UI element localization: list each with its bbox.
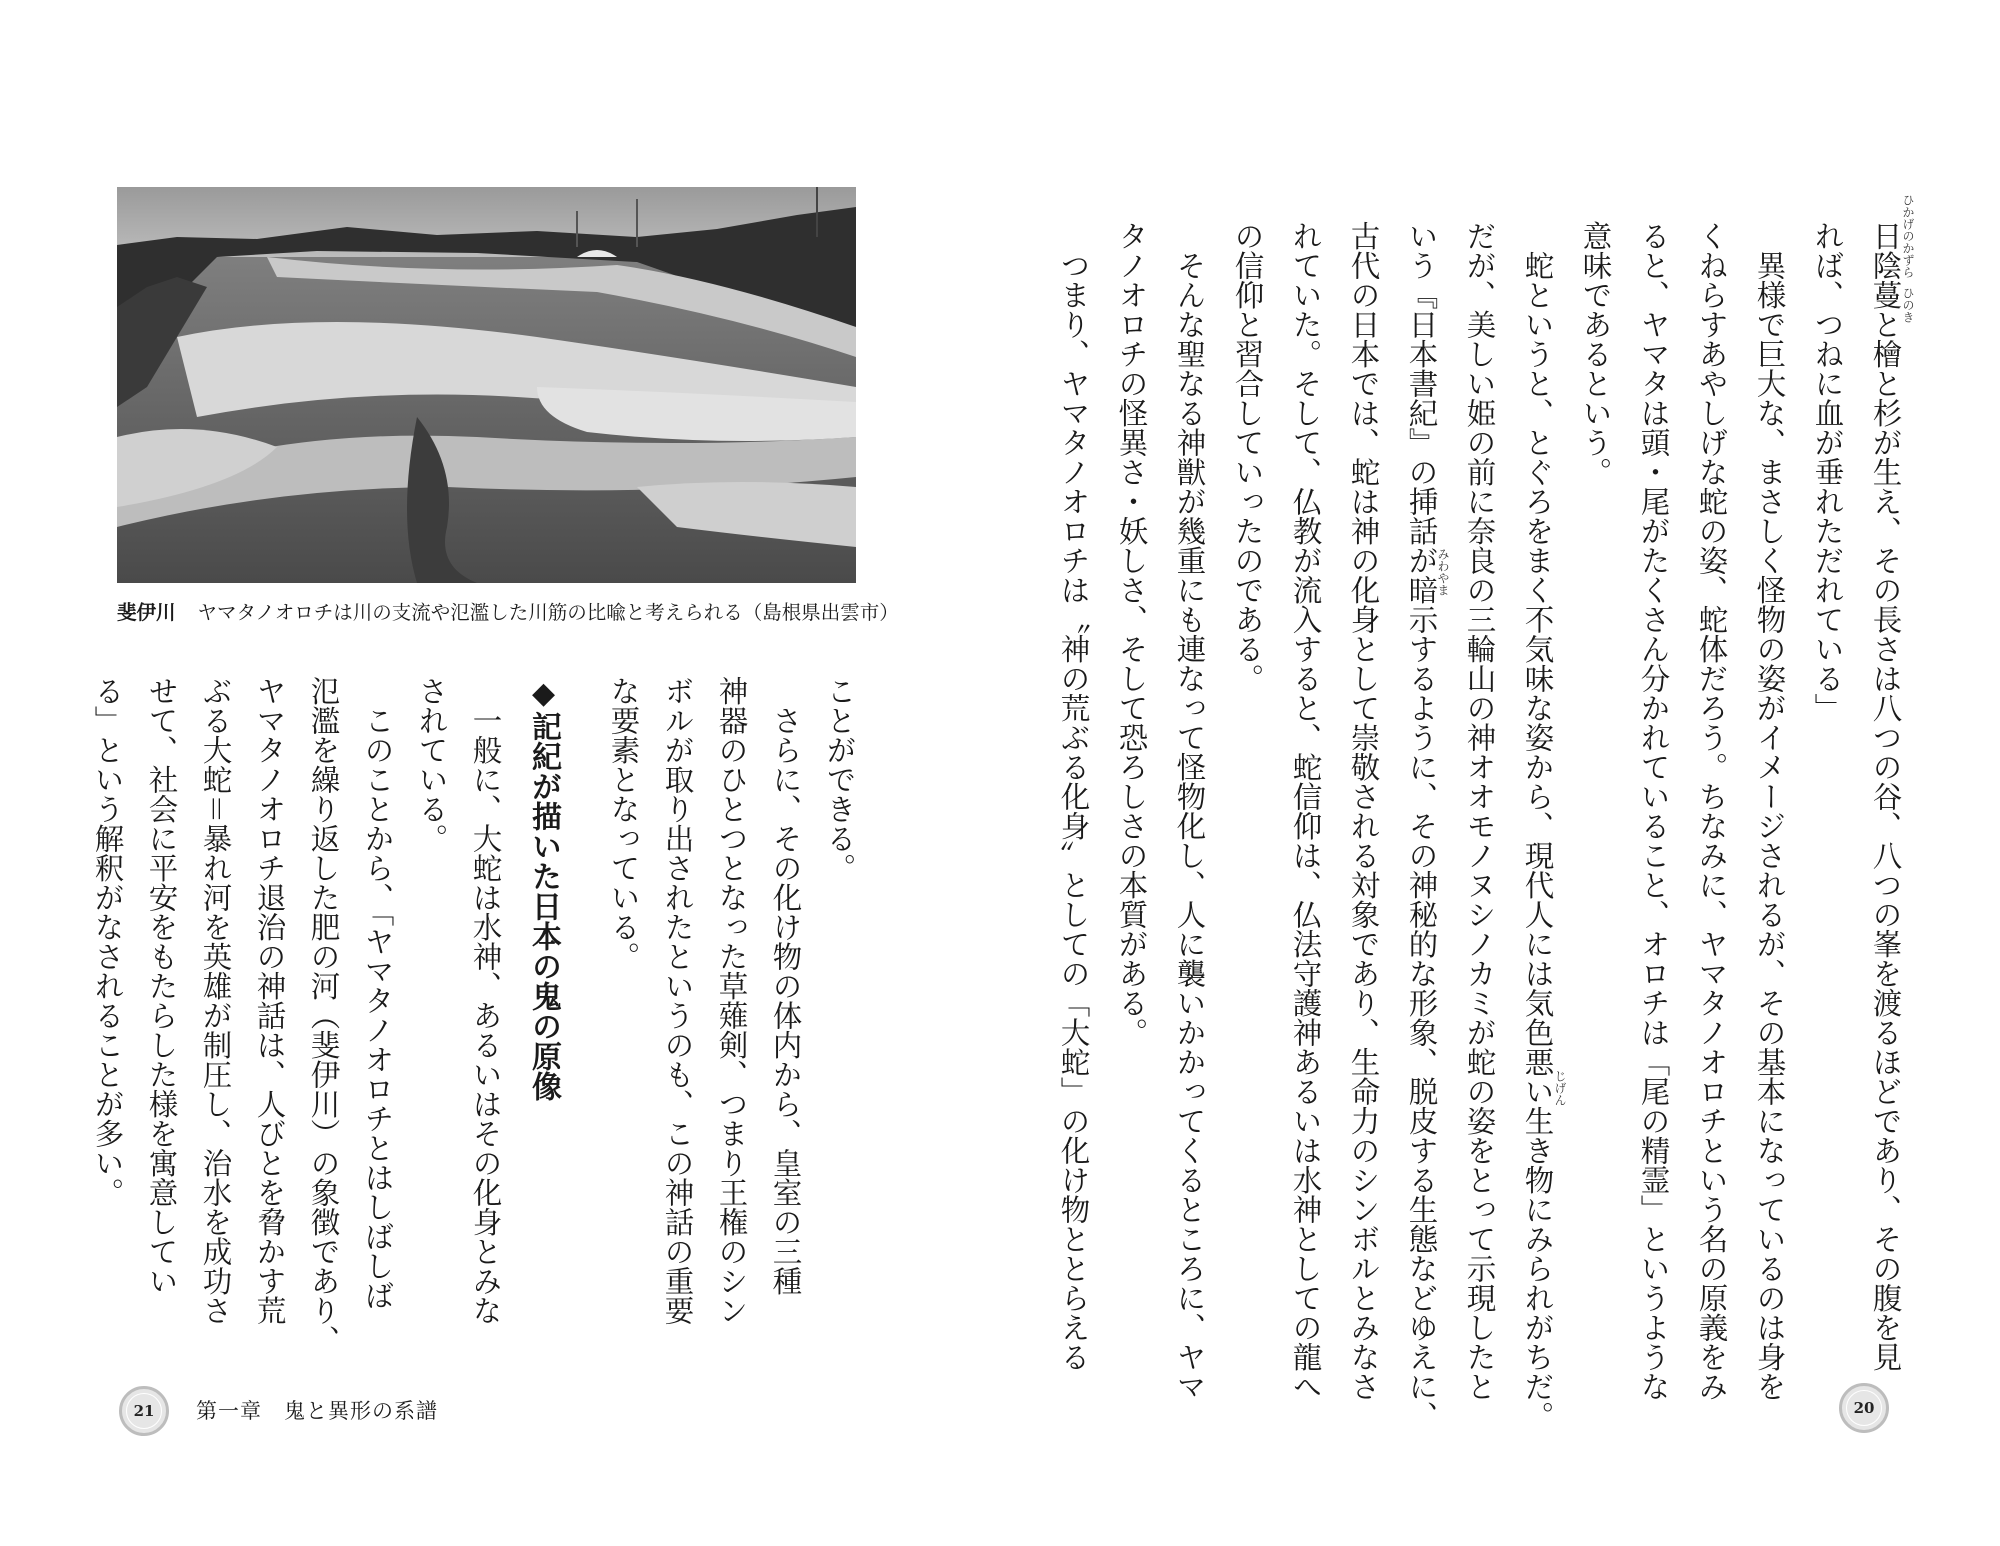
right-col-5: ると、ヤマタは頭・尾がたくさん分かれていること、オロチは「尾の精霊」というような (1636, 221, 1671, 1401)
right-col-14: タノオロチの怪異さ・妖しさ、そして恐ろしさの本質がある。 (1114, 221, 1149, 1047)
right-col-13: そんな聖なる神獣が幾重にも連なって怪物化し、人に襲いかかってくるところに、ヤマ (1172, 221, 1207, 1401)
chapter-title: 第一章 鬼と異形の系譜 (196, 1399, 438, 1423)
right-col-1: 日陰蔓と檜と杉が生え、その長さは八つの谷、八つの峯を渡るほどであり、その腹を見 (1868, 221, 1903, 1372)
caption-text: ヤマタノオロチは川の支流や氾濫した川筋の比喩と考えられる（島根県出雲市） (197, 601, 899, 624)
left-upper-col-4: ボルが取り出されたというのも、この神話の重要 (660, 676, 695, 1325)
left-lower-col-3: このことから、「ヤマタノオロチとはしばしば (360, 676, 395, 1311)
ruby-miwayama: みわやま (1436, 548, 1450, 596)
right-col-9: いう『日本書紀』の挿話が暗示するように、その神秘的な形象、脱皮する生態などゆえに、 (1404, 221, 1439, 1431)
right-col-3: 異様で巨大な、まさしく怪物の姿がイメージされるが、その基本になっているのは身を (1752, 221, 1787, 1401)
ruby-hikage: ひかげのかずら (1901, 194, 1915, 278)
ruby-hinoki: ひのき (1901, 287, 1915, 323)
right-col-12: の信仰と習合していったのである。 (1230, 221, 1265, 693)
left-lower-col-5: ヤマタノオロチ退治の神話は、人びとを脅かす荒 (252, 676, 287, 1325)
river-photo (117, 187, 856, 583)
left-upper-col-5: な要素となっている。 (606, 676, 641, 971)
left-lower-col-8: る」という解釈がなされることが多い。 (90, 676, 125, 1207)
caption-title: 斐伊川 (117, 601, 176, 624)
left-upper-col-1: ことができる。 (822, 676, 857, 883)
page-number-left: 21 (119, 1386, 169, 1436)
right-col-2: れば、つねに血が垂れただれている」 (1810, 221, 1845, 723)
section-heading: ◆記紀が描いた日本の鬼の原像 (526, 676, 561, 1101)
page-number-right: 20 (1839, 1383, 1889, 1433)
right-col-7: 蛇というと、とぐろをまく不気味な姿から、現代人には気色悪い生き物にみられがちだ。 (1520, 221, 1555, 1431)
right-col-6: 意味であるという。 (1578, 221, 1613, 487)
right-col-8: だが、美しい姫の前に奈良の三輪山の神オオモノヌシノカミが蛇の姿をとって示現したと (1462, 221, 1497, 1401)
left-upper-col-3: 神器のひとつとなった草薙剣、つまり王権のシン (714, 676, 749, 1325)
left-upper-col-2: さらに、その化け物の体内から、皇室の三種 (768, 676, 803, 1296)
right-col-4: くねらすあやしげな蛇の姿、蛇体だろう。ちなみに、ヤマタノオロチという名の原義をみ (1694, 221, 1729, 1401)
left-lower-col-2: されている。 (414, 676, 449, 853)
left-lower-col-6: ぶる大蛇＝暴れ河を英雄が制圧し、治水を成功さ (198, 676, 233, 1325)
photo-caption (117, 598, 899, 628)
left-lower-col-7: せて、社会に平安をもたらした様を寓意してい (144, 676, 179, 1296)
left-lower-col-4: 氾濫を繰り返した肥の河（斐伊川）の象徴であり、 (306, 676, 341, 1355)
right-col-15: つまり、ヤマタノオロチは〝神の荒ぶる化身〟としての「大蛇」の化け物ととらえる (1056, 221, 1091, 1372)
left-lower-col-1: 一般に、大蛇は水神、あるいはその化身とみな (468, 676, 503, 1325)
right-col-11: れていた。そして、仏教が流入すると、蛇信仰は、仏法守護神あるいは水神としての龍へ (1288, 221, 1323, 1401)
right-col-10: 古代の日本では、蛇は神の化身として崇敬される対象であり、生命力のシンボルとみなさ (1346, 221, 1381, 1401)
ruby-jigen: じげん (1553, 1070, 1567, 1106)
